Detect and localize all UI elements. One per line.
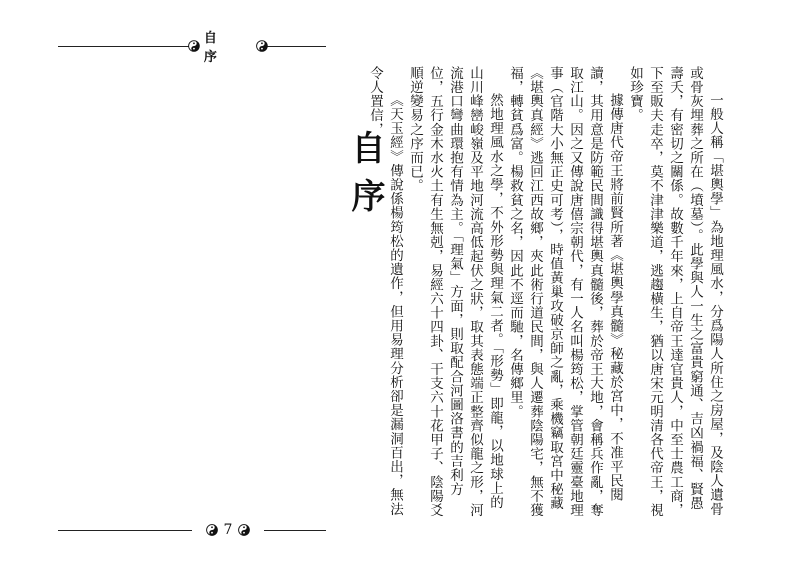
page-number: 7 [223, 522, 233, 538]
yin-yang-icon [238, 524, 250, 536]
paragraph: 一般人稱「堪輿學」為地理風水，分爲陽人所住之房屋，及陰人遺骨或骨灰埋葬之所在（墳墓）。此學與人一生之富貴窮通、吉凶禍福、賢愚壽夭，有密切之關係。故數千年來，上自帝王達官貴人，中至士農工商，下至販夫走卒，莫不津津樂道，逃趨橫生，猶以唐宋元明清各代帝王，視如珍寶。 [627, 66, 723, 518]
running-header [188, 31, 268, 65]
footer-rule-left [58, 530, 192, 531]
yin-yang-icon [206, 524, 218, 536]
paragraph: 據傳唐代帝王將前賢所著《堪輿學真髓》秘藏於宮中，不准平民閱讀，其用意是防範民間識得堪輿真髓後，葬於帝王大地，會稱兵作亂，奪取江山。因之又傳說唐僖宗朝代，有一人名叫楊筠松，掌管朝廷靈臺地理事（官階大小無正史可考），時值黃巢攻破京師之亂，乘機竊取宮中秘藏《堪輿真經》逃回江西故鄉，夾此術行道民間，與人遷葬陰陽宅，無不獲福，轉貧爲富。楊救貧之名，因此不逕而馳，名傳鄉里。 [507, 66, 623, 518]
chapter-title: 自序 [345, 130, 385, 226]
yin-yang-icon [256, 40, 268, 52]
paragraph: 《天玉經》傳說係楊筠松的遺作，但用易理分析卻是漏洞百出，無法令人置信， [367, 66, 403, 516]
header-rule-right [264, 46, 326, 47]
page-footer [188, 520, 268, 540]
paragraph: 然地理風水之學，不外形勢與理氣二者。「形勢」即龍，以地球上的山川峰巒峻嶺及平地河流高低起伏之狀，取其表態端正整齊似龍之形，河流港口彎曲環抱有情為主。「理氣」方面，則取配合河圖洛書的吉利方位，五行金木水火土有生無剋，易經六十四卦、干支六十花甲子、陰陽爻順逆變易之序而已。 [407, 66, 503, 518]
footer-rule-right [264, 530, 326, 531]
body-text [365, 66, 725, 521]
running-header-title: 自 序 [203, 31, 223, 65]
header-rule-left [58, 46, 192, 47]
yin-yang-icon [188, 40, 200, 52]
